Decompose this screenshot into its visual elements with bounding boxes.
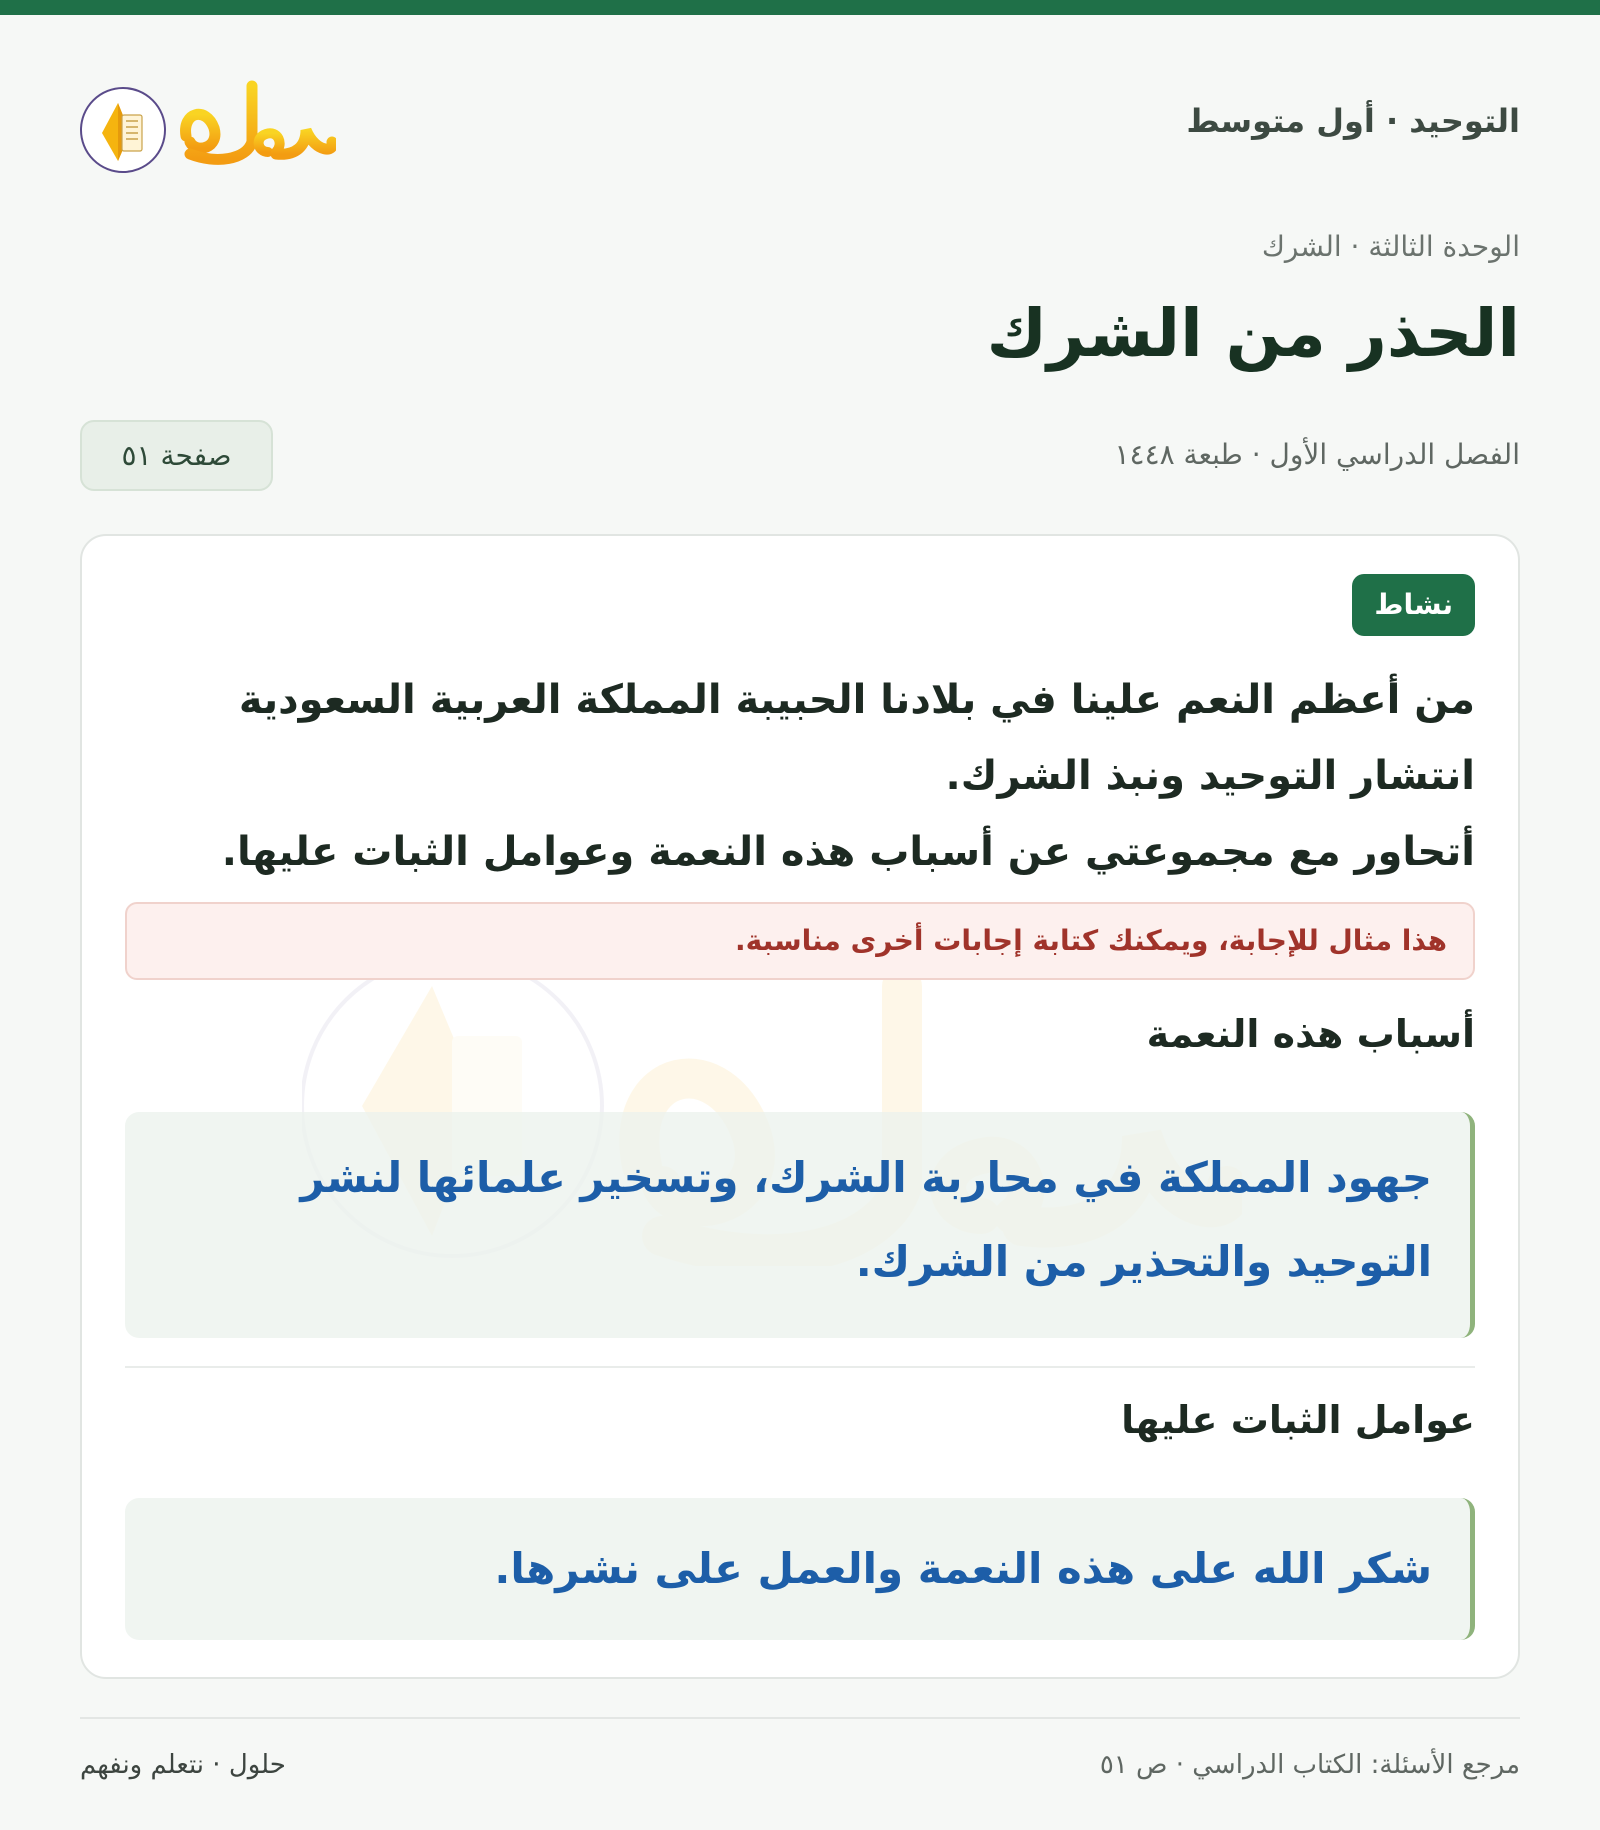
answer-box-steadfastness xyxy=(125,1498,1475,1640)
book-icon xyxy=(80,87,166,173)
breadcrumb: الوحدة الثالثة · الشرك xyxy=(1261,230,1520,263)
page-number-chip: صفحة ٥١ xyxy=(80,420,273,491)
top-accent-bar xyxy=(0,0,1600,15)
activity-card xyxy=(80,534,1520,1679)
prompt-line: أتحاور مع مجموعتي عن أسباب هذه النعمة وعوامل الثبات عليها. xyxy=(221,829,1475,875)
header xyxy=(80,66,1520,182)
section-heading-reasons: أسباب هذه النعمة xyxy=(1146,1012,1475,1056)
subject-title: التوحيد · أول متوسط xyxy=(1186,102,1520,140)
footer-reference: مرجع الأسئلة: الكتاب الدراسي · ص ٥١ xyxy=(1099,1750,1520,1780)
footer-divider xyxy=(80,1717,1520,1719)
semester-edition: الفصل الدراسي الأول · طبعة ١٤٤٨ xyxy=(1114,438,1520,471)
section-divider xyxy=(125,1366,1475,1368)
answer-line: التوحيد والتحذير من الشرك. xyxy=(855,1237,1432,1286)
logo[interactable] xyxy=(80,66,370,182)
activity-badge: نشاط xyxy=(1352,574,1475,636)
prompt-line: انتشار التوحيد ونبذ الشرك. xyxy=(945,753,1475,799)
footer-brand: حلول · نتعلم ونفهم xyxy=(80,1750,286,1780)
activity-prompt xyxy=(125,662,1475,890)
answer-line: جهود المملكة في محاربة الشرك، وتسخير علمائها لنشر xyxy=(300,1153,1432,1202)
prompt-line: من أعظم النعم علينا في بلادنا الحبيبة المملكة العربية السعودية xyxy=(238,677,1475,723)
logo-wordmark xyxy=(176,72,336,176)
sample-answer-note: هذا مثال للإجابة، ويمكنك كتابة إجابات أخرى مناسبة. xyxy=(125,902,1475,980)
section-heading-steadfastness: عوامل الثبات عليها xyxy=(1121,1398,1475,1442)
page-title: الحذر من الشرك xyxy=(986,295,1520,372)
answer-box-reasons xyxy=(125,1112,1475,1338)
answer-line: شكر الله على هذه النعمة والعمل على نشرها. xyxy=(494,1544,1432,1593)
